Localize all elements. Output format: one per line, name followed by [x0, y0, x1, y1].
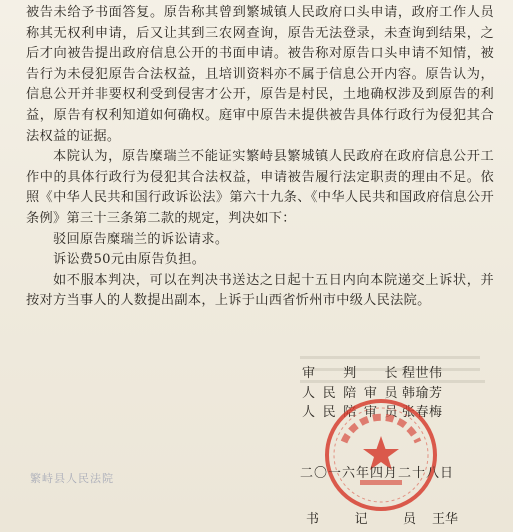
paragraph-court-opinion: 本院认为，原告糜瑞兰不能证实繁峙县繁城镇人民政府在政府信息公开工作中的具体行政行为侵犯其合法权益，申请被告履行法定职责的理由不足。依照《中华人民共和国行政诉讼法》第六十九条、《中华人民共和国政府信息公开条例》第三十三条第二款的规定，判决如下：	[26, 149, 494, 226]
signature-name: 韩瑜芳	[402, 386, 443, 401]
signature-presiding-judge	[302, 362, 443, 381]
clerk-role: 书记员	[306, 512, 416, 527]
signature-role: 人民陪审员	[302, 386, 398, 401]
paragraph-ruling: 驳回原告糜瑞兰的诉讼请求。	[53, 231, 229, 247]
judgment-date: 二〇一六年四月二十八日	[300, 466, 455, 481]
watermark-text: 繁峙县人民法院	[30, 472, 114, 485]
judgment-body	[26, 3, 494, 312]
signature-name: 张春梅	[402, 405, 443, 420]
court-seal-stamp	[322, 396, 440, 514]
signature-clerk	[306, 508, 458, 527]
signature-role: 人民陪审员	[302, 405, 398, 420]
paragraph-appeal: 如不服本判决，可以在判决书送达之日起十五日内向本院递交上诉状，并按对方当事人的人数提出副本，上诉于山西省忻州市中级人民法院。	[26, 272, 494, 309]
clerk-name: 王华	[432, 512, 459, 527]
paragraph-fees: 诉讼费50元由原告负担。	[53, 252, 206, 268]
signature-role: 审判长	[302, 366, 398, 381]
signature-name: 程世伟	[402, 366, 443, 381]
paragraph-facts: 被告未给予书面答复。原告称其曾到繁城镇人民政府口头申请，政府工作人员称其无权利申请，后又让其到三农网查询，原告无法登录，未查询到结果，之后才向被告提出政府信息公开的书面申请。被告称对原告口头申请不知情，被告行为未侵犯原告合法权益，且培训资料亦不属于信息公开内容。原告认为，信息公开并非要权利受到侵害才公开，原告是村民，土地确权涉及到原告的利益，原告有权利知道如何确权。庭审中原告未提供被告具体行政行为侵犯其合法权益的证据。	[26, 5, 494, 144]
